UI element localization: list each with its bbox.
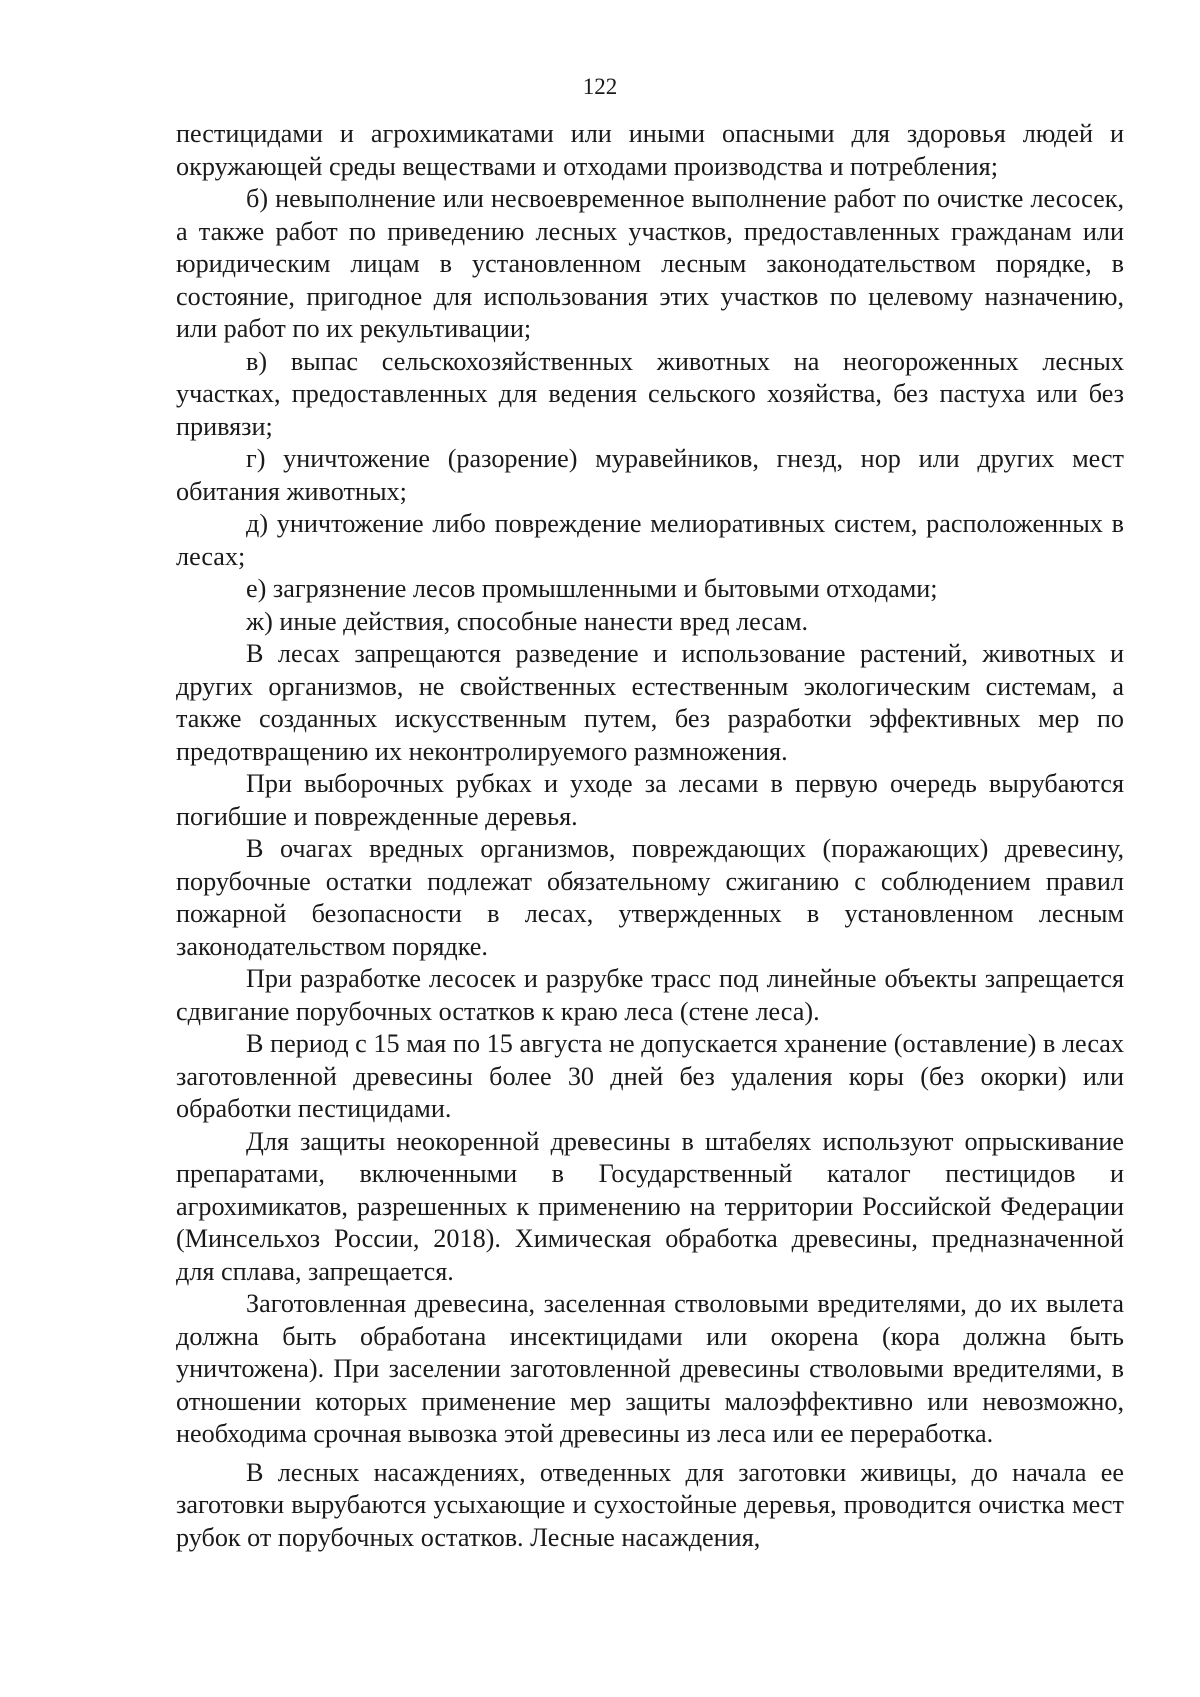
paragraph-timber-protection: Для защиты неокоренной древесины в штабелях используют опрыскивание препаратами, включенными в Государственный каталог пестицидов и агрохимикатов, разрешенных к применению на территории Российской Федерации (Минсельхоз России, 2018). Химическая обработка древесины, предназначенной для сплава, запрещается.	[176, 1126, 1124, 1286]
document-body	[176, 118, 1124, 1554]
paragraph-continuation: пестицидами и агрохимикатами или иными опасными для здоровья людей и окружающей среды веществами и отходами производства и потребления;	[176, 119, 1124, 181]
paragraph-pest-foci: В очагах вредных организмов, повреждающих (поражающих) древесину, порубочные остатки подлежат обязательному сжиганию с соблюдением правил пожарной безопасности в лесах, утвержденных в установленном лесным законодательством порядке.	[176, 834, 1124, 961]
paragraph-felling-residues: При разработке лесосек и разрубке трасс под линейные объекты запрещается сдвигание порубочных остатков к краю леса (стене леса).	[176, 964, 1124, 1026]
paragraph-storage-period: В период с 15 мая по 15 августа не допускается хранение (оставление) в лесах заготовленной древесины более 30 дней без удаления коры (без окорки) или обработки пестицидами.	[176, 1029, 1124, 1123]
list-item-b: б) невыполнение или несвоевременное выполнение работ по очистке лесосек, а также работ по приведению лесных участков, предоставленных гражданам или юридическим лицам в установленном лесным законодательством порядке, в состояние, пригодное для использования этих участков по целевому назначению, или работ по их рекультивации;	[176, 184, 1124, 343]
list-item-d: д) уничтожение либо повреждение мелиоративных систем, расположенных в лесах;	[176, 509, 1124, 571]
paragraph-infested-timber: Заготовленная древесина, заселенная стволовыми вредителями, до их вылета должна быть обработана инсектицидами или окорена (кора должна быть уничтожена). При заселении заготовленной древесины стволовыми вредителями, в отношении которых применение мер защиты малоэффективно или невозможно, необходима срочная вывозка этой древесины из леса или ее переработка.	[176, 1289, 1124, 1448]
paragraph-resin-tapping: В лесных насаждениях, отведенных для заготовки живицы, до начала ее заготовки вырубаются усыхающие и сухостойные деревья, проводится очистка мест рубок от порубочных остатков. Лесные насаждения,	[176, 1457, 1124, 1552]
list-item-e: е) загрязнение лесов промышленными и бытовыми отходами;	[246, 574, 938, 603]
list-item-v: в) выпас сельскохозяйственных животных на неогороженных лесных участках, предоставленных для ведения сельского хозяйства, без пастуха или без привязи;	[176, 346, 1124, 441]
page-number: 122	[582, 74, 618, 99]
paragraph-prohibited-organisms: В лесах запрещаются разведение и использование растений, животных и других организмов, не свойственных естественным экологическим системам, а также созданных искусственным путем, без разработки эффективных мер по предотвращению их неконтролируемого размножения.	[176, 639, 1124, 766]
list-item-g: г) уничтожение (разорение) муравейников, гнезд, нор или других мест обитания животных;	[176, 444, 1124, 506]
list-item-zh: ж) иные действия, способные нанести вред лесам.	[246, 606, 809, 636]
paragraph-selective-felling: При выборочных рубках и уходе за лесами в первую очередь вырубаются погибшие и поврежденные деревья.	[176, 769, 1124, 831]
